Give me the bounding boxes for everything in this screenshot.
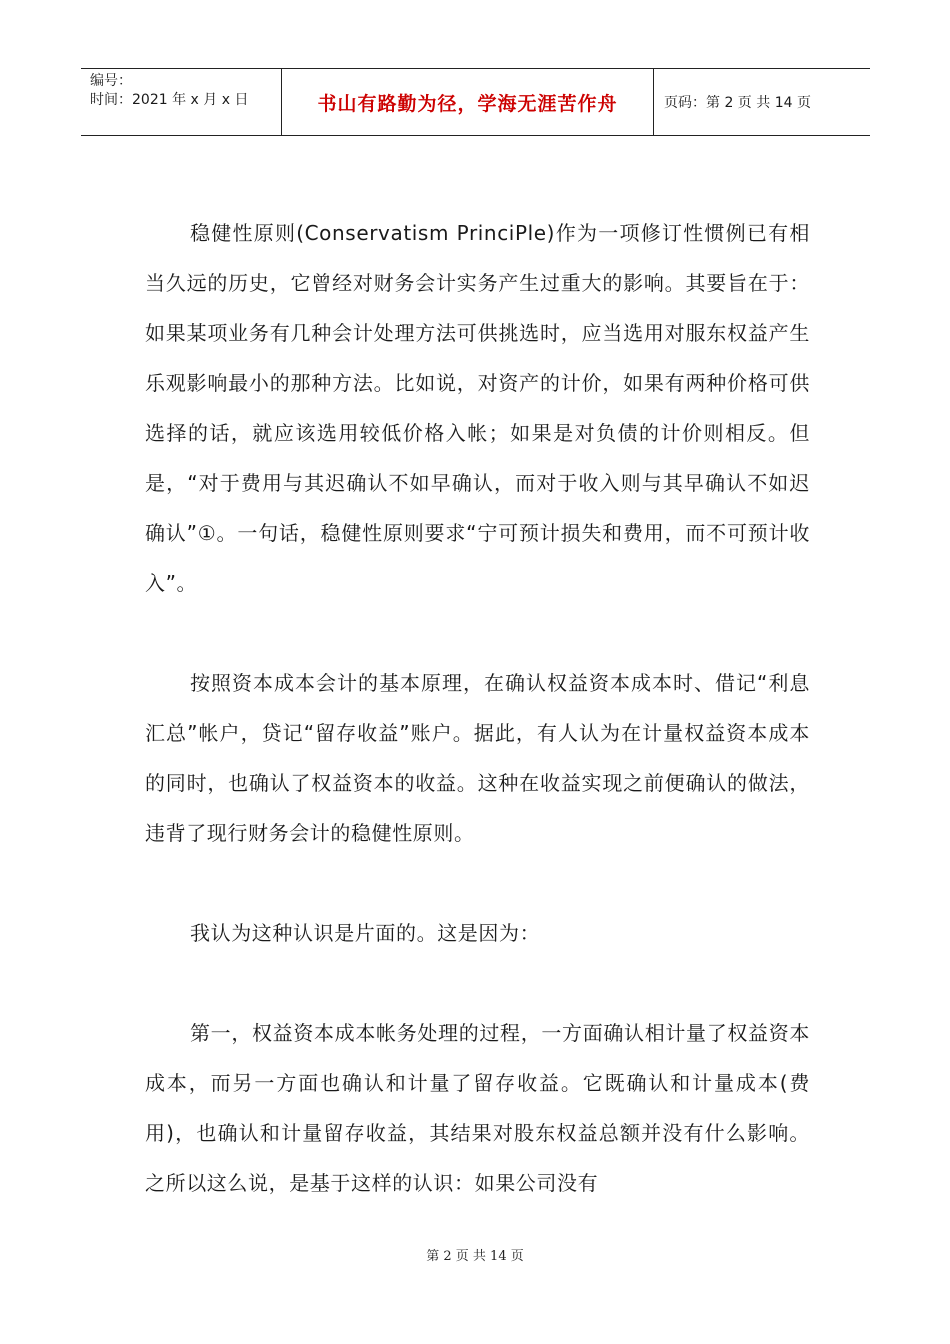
body-paragraph: 稳健性原则(Conservatism PrinciPle)作为一项修订性惯例已有相当久远的历史，它曾经对财务会计实务产生过重大的影响。其要旨在于：如果某项业务有几种会计处理方法可供挑选时，应当选用对服东权益产生乐观影响最小的那种方法。比如说，对资产的计价，如果有两种价格可供选择的话，就应该选用较低价格入帐；如果是对负债的计价则相反。但是，“对于费用与其迟确认不如早确认，而对于收入则与其早确认不如迟确认”①。一句话，稳健性原则要求“宁可预计损失和费用，而不可预计收入”。 bbox=[145, 221, 810, 595]
header-motto-cell bbox=[281, 69, 654, 135]
document-body bbox=[145, 208, 810, 1208]
header-motto: 书山有路勤为径，学海无涯苦作舟 bbox=[317, 92, 618, 115]
body-paragraph: 按照资本成本会计的基本原理，在确认权益资本成本时、借记“利息汇总”帐户，贷记“留存收益”账户。据此，有人认为在计量权益资本成本的同时，也确认了权益资本的收益。这种在收益实现之前便确认的做法，违背了现行财务会计的稳健性原则。 bbox=[145, 671, 810, 845]
header-page-cell bbox=[654, 69, 870, 135]
body-paragraph: 我认为这种认识是片面的。这是因为： bbox=[190, 921, 541, 945]
page-footer: 第 2 页 共 14 页 bbox=[426, 1249, 524, 1264]
document-number-label: 编号： bbox=[90, 73, 132, 89]
page-header bbox=[81, 68, 870, 136]
header-page-code: 页码：第 2 页 共 14 页 bbox=[664, 95, 811, 111]
document-date-label: 时间：2021 年 x 月 x 日 bbox=[90, 92, 249, 108]
body-paragraph: 第一，权益资本成本帐务处理的过程，一方面确认相计量了权益资本成本，而另一方面也确认和计量了留存收益。它既确认和计量成本(费用)，也确认和计量留存收益，其结果对股东权益总额并没有什么影响。之所以这么说，是基于这样的认识：如果公司没有 bbox=[145, 1021, 810, 1195]
header-info-cell bbox=[81, 69, 281, 135]
